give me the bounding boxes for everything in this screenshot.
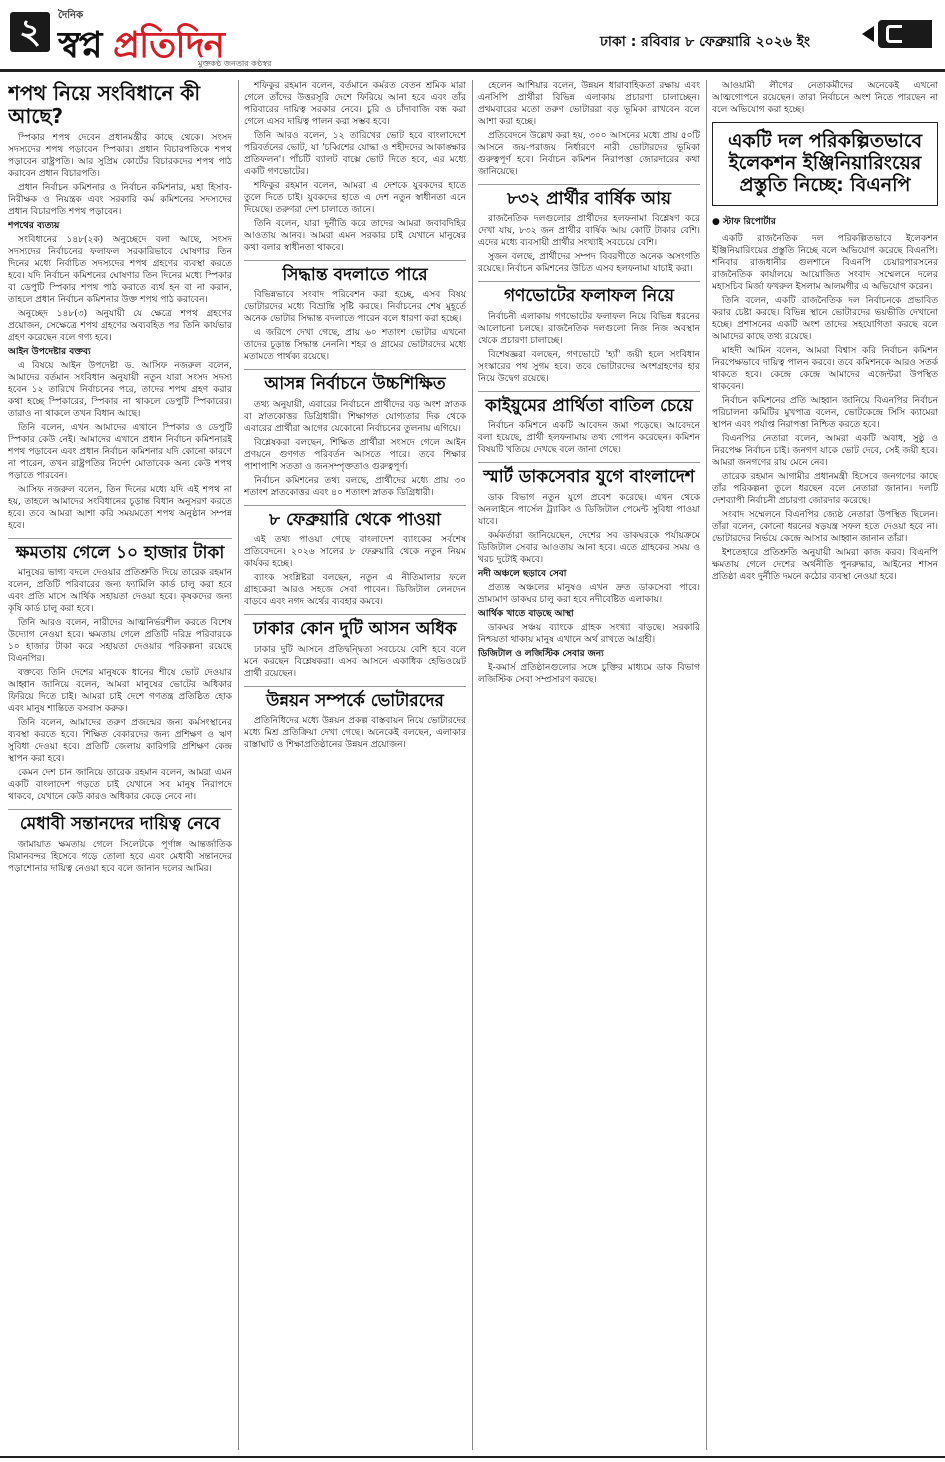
- paragraph: এ বিষয়ে আইন উপদেষ্টা ড. আসিফ নজরুল বলেন, আমাদের বর্তমান সংবিধান অনুযায়ী নতুন যারা সংসদ সদস্য হবেন ১২ তারিখে নির্বাচনের পরে, তাদের শপথ গ্রহণ করার কথা হচ্ছে স্পিকারের, স্পিকার না থাকলে ডেপুটি স্পিকারের। তারাও না থাকলে তখন বিধান আছে।: [8, 361, 232, 419]
- paragraph: বক্তব্যে তিনি দেশের মানুষকে ধানের শীষে ভোট দেওয়ার আহ্বান জানিয়ে বলেন, আমরা মানুষের ভোটের অধিকার ফিরিয়ে দিতে চাই। আমরা চাই দেশে গণতন্ত্র প্রতিষ্ঠিত হোক এবং মানুষ শান্তিতে বসবাস করুক।: [8, 668, 232, 715]
- paragraph: নির্বাচন কমিশনের প্রতি আহ্বান জানিয়ে বিএনপির নির্বাচন পরিচালনা কমিটির মুখপাত্র বলেন, ভোটকেন্দ্রে সিসি ক্যামেরা স্থাপন এবং পর্যাপ্ত নিরাপত্তা নিশ্চিত করতে হবে।: [712, 395, 938, 430]
- paragraph: হেলেন আশিয়ার বলেন, উন্নয়ন ধারাবাহিকতা রক্ষায় এবং এনসিপি প্রার্থীরা বিভিন্ন এলাকায় প্রচারণা চালাচ্ছেন। প্রথমবারের মতো তরুণ ভোটাররা বড় ভূমিকা রাখবেন বলে আশা করা হচ্ছে।: [478, 81, 700, 127]
- headline-832-candidates: ৮৩২ প্রার্থীর বার্ষিক আয়: [478, 184, 700, 209]
- paragraph: স্পিকার শপথ দেবেন প্রধানমন্ত্রীর কাছে থেকে। সংসদ সদস্যদের শপথ পড়াবেন স্পিকার। প্রধান বিচারপতিকে শপথ পড়াবেন রাষ্ট্রপতি। আর সুপ্রিম কোর্টের বিচারকদের শপথ পাঠ করাবেন প্রধান বিচারপতি।: [8, 133, 232, 179]
- logo-prefix: দৈনিক: [58, 10, 84, 21]
- paragraph: শফিকুর রহমান বলেন, বর্তমানে কর্মরত বেতন শ্রমিক মারা গেলে তাঁদের উত্তরসূরি দেশে ফিরিয়ে আনা হবে এবং তাঁর পরিবারের দায়িত্ব সরকার নেবে। চুরি ও চাঁদাবাজি বন্ধ করা গেলে এসব দায়িত্ব পালন করা সম্ভব হবে।: [244, 81, 466, 127]
- paragraph: এই তথ্য পাওয়া গেছে বাংলাদেশ ব্যাংকের সর্বশেষ প্রতিবেদনে। ২০২৬ সালের ৮ ফেব্রুয়ারি থেকে নতুন নিয়ম কার্যকর হচ্ছে।: [244, 535, 466, 570]
- paragraph: আওয়ামী লীগের নেতাকর্মীদের অনেকেই এখনো আত্মগোপনে রয়েছেন। তারা নির্বাচনে অংশ নিতে পারছেন না বলে অভিযোগ করা হচ্ছে।: [712, 81, 938, 115]
- paragraph: বিভিন্নভাবে সংবাদ পরিবেশন করা হচ্ছে, এসব বিষয় ভোটারদের মধ্যে বিভ্রান্তি সৃষ্টি করছে। নির্বাচনের শেষ মুহূর্তে অনেক ভোটার সিদ্ধান্ত বদলাতে পারেন বলে ধারণা করা হচ্ছে।: [244, 290, 466, 325]
- logo-part-1: স্বপ্ন: [58, 24, 114, 66]
- logo-tagline: মুক্তকণ্ঠ জনতার কণ্ঠস্বর: [198, 59, 272, 68]
- subhead: আইন উপদেষ্টার বক্তব্য: [8, 347, 91, 357]
- paragraph: তারেক রহমান আগামীর প্রধানমন্ত্রী হিসেবে জনগণের কাছে তাঁর পরিকল্পনা তুলে ধরছেন বলে নেতারা জানান। দলটি দেশব্যাপী নির্বাচনী প্রচারণা জোরদার করেছে।: [712, 471, 938, 506]
- paragraph: একটি রাজনৈতিক দল পরিকল্পিতভাবে ইলেকশন ইঞ্জিনিয়ারিংয়ের প্রস্তুতি নিচ্ছে বলে অভিযোগ করেছে বিএনপি। শনিবার রাজধানীর গুলশানে বিএনপি চেয়ারপারসনের রাজনৈতিক কার্যালয়ে আয়োজিত সংবাদ সম্মেলনে দলের মহাসচিব মির্জা ফখরুল ইসলাম আলমগীর এ অভিযোগ করেন।: [712, 233, 938, 292]
- logo-part-2: প্রতিদিন: [113, 24, 225, 66]
- paragraph: বিশেষজ্ঞরা বলছেন, গণভোটে 'হ্যাঁ' জয়ী হলে সংবিধান সংস্কারের পথ সুগম হবে। তবে ভোটারদের অংশগ্রহণের হার নিয়ে উদ্বেগ রয়েছে।: [478, 349, 700, 384]
- paragraph: সংবাদ সম্মেলনে বিএনপির জ্যেষ্ঠ নেতারা উপস্থিত ছিলেন। তাঁরা বলেন, কোনো ধরনের ষড়যন্ত্র সফল হতে দেওয়া হবে না। ভোটারদের নির্ভয়ে কেন্দ্রে আসার আহ্বান জানান তাঁরা।: [712, 509, 938, 544]
- boxed-headline: [712, 122, 938, 206]
- footer-rule: [0, 1456, 945, 1458]
- paragraph: সুজন বলছে, প্রার্থীদের সম্পদ বিবরণীতে অনেক অসংগতি রয়েছে। নির্বাচন কমিশনের উচিত এসব হলফনামা যাচাই করা।: [478, 252, 700, 275]
- paragraph: প্রত্যন্ত অঞ্চলের মানুষও এখন দ্রুত ডাকসেবা পাবে। ভ্রাম্যমাণ ডাকঘর চালু করা হবে নদীবেষ্টিত এলাকায়।: [478, 582, 700, 605]
- paragraph: ই-কমার্স প্রতিষ্ঠানগুলোর সঙ্গে চুক্তির মাধ্যমে ডাক বিভাগ লজিস্টিক সেবা সম্প্রসারণ করছে।: [478, 662, 700, 685]
- headline-dhaka-seats: ঢাকার কোন দুটি আসন অধিক: [244, 614, 466, 639]
- paragraph: বিএনপির নেতারা বলেন, আমরা একটি অবাধ, সুষ্ঠু ও নিরপেক্ষ নির্বাচন চাই। জনগণ যাকে ভোট দেবে, সেই জয়ী হবে। আমরা জনগণের রায় মেনে নেব।: [712, 433, 938, 468]
- column-1: [8, 80, 232, 1450]
- paragraph: মানুষের ভাগ্য বদলে দেওয়ার প্রতিশ্রুতি দিয়ে তারেক রহমান বলেন, প্রতিটি পরিবারের জন্য ফ্যামিলি কার্ড চালু করা হবে এবং প্রতি মাসে আর্থিক সহায়তা দেওয়া হবে। কৃষকদের জন্য কৃষি কার্ড চালু করা হবে।: [8, 568, 232, 615]
- paragraph: ডাক বিভাগ নতুন যুগে প্রবেশ করেছে। এখন থেকে অনলাইনে পার্সেল ট্র্যাকিং ও ডিজিটাল পেমেন্ট সুবিধা পাওয়া যাবে।: [478, 492, 700, 527]
- headline-oath: শপথ নিয়ে সংবিধানে কী আছে?: [8, 81, 201, 128]
- paragraph: আসিফ নজরুল বলেন, তিন দিনের মধ্যে যদি এই শপথ না হয়, তাহলে আমাদের সংবিধানের চূড়ান্ত বিধান অনুসরণ করতে হবে। তবে আমরা আশা করি সময়মতো শপথ অনুষ্ঠান সম্পন্ন হবে।: [8, 485, 232, 531]
- paragraph: প্রতিবেদনে উল্লেখ করা হয়, ৩০০ আসনের মধ্যে প্রায় ৫০টি আসনে জয়-পরাজয় নির্ধারণে নারী ভোটারদের ভূমিকা গুরুত্বপূর্ণ হবে। নির্বাচন কমিশন নিরাপত্তা জোরদারের কথা জানিয়েছে।: [478, 131, 700, 177]
- paragraph: তিনি বলেন, এখন আমাদের এখানে স্পিকার ও ডেপুটি স্পিকার কেউ নেই। আমাদের এখানে প্রধান নির্বাচন কমিশনারই শপথ পড়াবেন এবং প্রধান নির্বাচন কমিশনার যদি কোনো কারণে না পারেন, তখন রাষ্ট্রপতির নির্দেশ মোতাবেক অন্য কেউ শপথ পড়াতে পারবেন।: [8, 423, 232, 481]
- headline-10k-taka: ক্ষমতায় গেলে ১০ হাজার টাকা: [8, 538, 232, 563]
- headline-kaiyum: কাইয়ুমের প্রার্থিতা বাতিল চেয়ে: [478, 391, 700, 416]
- paragraph: বিশ্লেষকরা বলছেন, শিক্ষিত প্রার্থীরা সংসদে গেলে আইন প্রণয়নে গুণগত পরিবর্তন আসতে পারে। তবে শিক্ষার পাশাপাশি সততা ও জনসম্পৃক্ততাও গুরুত্বপূর্ণ।: [244, 437, 466, 472]
- masthead: [0, 0, 945, 72]
- paragraph: ব্যাংক সংশ্লিষ্টরা বলছেন, নতুন এ নীতিমালার ফলে গ্রাহকেরা আরও সহজে সেবা পাবেন। ডিজিটাল লেনদেন বাড়বে এবং নগদ অর্থের ব্যবহার কমবে।: [244, 573, 466, 608]
- paragraph: অনুচ্ছেদ ১৪৮(৩) অনুযায়ী যে ক্ষেত্রে শপথ গ্রহণের প্রয়োজন, সেক্ষেত্রে শপথ গ্রহণের অব্যবহিত পর তিনি কার্যভার গ্রহণ করেছেন বলে গণ্য হবে।: [8, 309, 232, 343]
- headline-decision-change: সিদ্ধান্ত বদলাতে পারে: [244, 260, 466, 285]
- paragraph: তথ্য অনুযায়ী, এবারের নির্বাচনে প্রার্থীদের বড় অংশ স্নাতক বা স্নাতকোত্তর ডিগ্রিধারী। শিক্ষাগত যোগ্যতার দিক থেকে এবারের প্রার্থীরা আগের যেকোনো নির্বাচনের তুলনায় এগিয়ে।: [244, 399, 466, 434]
- subhead: ডিজিটাল ও লজিস্টিক সেবার জন্য: [478, 648, 604, 659]
- paragraph: তিনি বলেন, যারা দুর্নীতি করে তাদের আমরা জবাবদিহির আওতায় আনব। আমরা এমন সরকার চাই যেখানে মানুষের কথা বলার স্বাধীনতা থাকবে।: [244, 219, 466, 253]
- paragraph: নির্বাচনী এলাকায় গণভোটের ফলাফল নিয়ে বিভিন্ন ধরনের আলোচনা চলছে। রাজনৈতিক দলগুলো নিজ নিজ অবস্থান থেকে প্রচারণা চালাচ্ছে।: [478, 311, 700, 346]
- headline-referendum: গণভোটের ফলাফল নিয়ে: [478, 281, 700, 306]
- page-arrow-icon: [862, 20, 932, 48]
- paragraph: জামায়াত ক্ষমতায় গেলে সিলেটকে পূর্ণাঙ্গ আন্তর্জাতিক বিমানবন্দর হিসেবে গড়ে তোলা হবে এবং মেধাবী সন্তানদের পড়াশোনার দায়িত্ব নেওয়া হবে বলে জানান দলের আমির।: [8, 839, 232, 874]
- paragraph: ঢাকার দুটি আসনে প্রতিদ্বন্দ্বিতা সবচেয়ে বেশি হবে বলে মনে করছেন বিশ্লেষকরা। এসব আসনে একাধিক হেভিওয়েট প্রার্থী রয়েছেন।: [244, 644, 466, 679]
- column-divider: [706, 80, 707, 1450]
- page-number: ২: [10, 12, 50, 52]
- column-divider: [472, 80, 473, 1450]
- byline: ● স্টাফ রিপোর্টার: [712, 216, 776, 227]
- paragraph: এ জরিপে দেখা গেছে, প্রায় ৬০ শতাংশ ভোটার এখনো তাদের চূড়ান্ত সিদ্ধান্ত নেননি। শহর ও গ্রামের ভোটারদের মধ্যে মতামতে পার্থক্য রয়েছে।: [244, 328, 466, 363]
- paragraph: প্রতিনিধিদের মধ্যে উন্নয়ন প্রকল্প বাস্তবায়ন নিয়ে ভোটারদের মধ্যে মিশ্র প্রতিক্রিয়া দেখা গেছে। অনেকেই বলছেন, এলাকার রাস্তাঘাট ও শিক্ষাপ্রতিষ্ঠানের উন্নয়ন প্রয়োজন।: [244, 715, 466, 750]
- headline-election-engineering: একটি দল পরিকল্পিতভাবে ইলেকশন ইঞ্জিনিয়ারিংয়ের প্রস্তুতি নিচ্ছে: বিএনপি: [727, 130, 923, 196]
- paragraph: শফিকুর রহমান বলেন, আমরা এ দেশকে যুবকদের হাতে তুলে দিতে চাই। যুবকদের হাতে এ দেশ নতুন স্বাধীনতা এনে দিয়েছে। তরুণরা দেশ চালাতে জানে।: [244, 181, 466, 215]
- column-3: [478, 80, 700, 1450]
- headline-talented-children: মেধাবী সন্তানদের দায়িত্ব নেবে: [8, 809, 232, 834]
- paragraph: সংবিধানের ১৪৮(২ক) অনুচ্ছেদে বলা আছে, সংসদ সদস্যদের নির্বাচনের ফলাফল সরকারিভাবে ঘোষণার তিন দিনের মধ্যে নির্বাচিত সদস্যদের শপথ গ্রহণের ব্যবস্থা করতে হবে। যদি নির্বাচন কমিশনের ঘোষণার তিন দিনের মধ্যে স্পিকার বা ডেপুটি স্পিকার শপথ পাঠ করাতে ব্যর্থ হন বা না করান, তাহলে প্রধান নির্বাচন কমিশনার উক্ত শপথ পাঠ করাবেন।: [8, 235, 232, 305]
- subhead: নদী অঞ্চলে ছড়াবে সেবা: [478, 568, 567, 579]
- paragraph: ইশতেহারে প্রতিশ্রুতি অনুযায়ী আমরা কাজ করব। বিএনপি ক্ষমতায় গেলে দেশের অর্থনীতি পুনরুদ্ধার, আইনের শাসন প্রতিষ্ঠা এবং দুর্নীতি দমনে কঠোর ব্যবস্থা নেওয়া হবে।: [712, 547, 938, 582]
- paragraph: প্রধান নির্বাচন কমিশনার ও নির্বাচন কমিশনার, মহা হিসাব-নিরীক্ষক ও নিয়ন্ত্রক এবং সরকারি কর্ম কমিশনের সদস্যদের প্রধান বিচারপতি শপথ পড়াবেন।: [8, 183, 232, 217]
- column-2: [244, 80, 466, 1450]
- paragraph: কর্মকর্তারা জানিয়েছেন, দেশের সব ডাকঘরকে পর্যায়ক্রমে ডিজিটাল সেবার আওতায় আনা হবে। এতে গ্রাহকের সময় ও খরচ দুটোই কমবে।: [478, 530, 700, 565]
- headline-from-feb-8: ৮ ফেব্রুয়ারি থেকে পাওয়া: [244, 505, 466, 530]
- subhead: আর্থিক খাতে বাড়ছে আস্থা: [478, 608, 574, 619]
- paragraph: তিনি আরও বলেন, ১২ তারিখের ভোট হবে বাংলাদেশে পরিবর্তনের ভোট, যা 'চব্বিশের যোদ্ধা ও শহীদদের আকাঙ্ক্ষার প্রতিফলন'। পাঁচটি ব্যালট বাক্সে ভোট দিতে হবে, এর মধ্যে একটি গণভোটের।: [244, 131, 466, 177]
- headline-smart-postal: স্মার্ট ডাকসেবার যুগে বাংলাদেশ: [478, 462, 700, 487]
- paragraph: তিনি বলেন, একটি রাজনৈতিক দল নির্বাচনকে প্রভাবিত করার চেষ্টা করছে। বিভিন্ন স্থানে ভোটারদের ভয়ভীতি দেখানো হচ্ছে। প্রশাসনের একটি অংশ তাদের সহযোগিতা করছে বলে আমাদের কাছে তথ্য রয়েছে।: [712, 295, 938, 342]
- paragraph: তিনি বলেন, আমাদের তরুণ প্রজন্মের জন্য কর্মসংস্থানের ব্যবস্থা করতে হবে। শিক্ষিত বেকারদের জন্য প্রশিক্ষণ ও ঋণ সুবিধা দেওয়া হবে। প্রতিটি জেলায় কারিগরি প্রশিক্ষণ কেন্দ্র স্থাপন করা হবে।: [8, 718, 232, 765]
- column-divider: [238, 80, 239, 1450]
- column-4: [712, 80, 938, 1450]
- paragraph: নির্বাচন কমিশনে একটি আবেদন জমা পড়েছে। আবেদনে বলা হয়েছে, প্রার্থী হলফনামায় তথ্য গোপন করেছেন। কমিশন বিষয়টি খতিয়ে দেখছে বলে জানা গেছে।: [478, 421, 700, 456]
- paragraph: মাহদী আমিন বলেন, আমরা বিশ্বাস করি নির্বাচন কমিশন নিরপেক্ষভাবে দায়িত্ব পালন করবে। তবে কমিশনকে আরও সতর্ক থাকতে হবে। কেন্দ্রে কেন্দ্রে আমাদের এজেন্টরা উপস্থিত থাকবেন।: [712, 345, 938, 392]
- dateline: ঢাকা : রবিবার ৮ ফেব্রুয়ারি ২০২৬ ইং: [600, 34, 811, 50]
- headline-development: উন্নয়ন সম্পর্কে ভোটারদের: [244, 686, 466, 711]
- paragraph: রাজনৈতিক দলগুলোর প্রার্থীদের হলফনামা বিশ্লেষণ করে দেখা যায়, ৮৩২ জন প্রার্থীর বার্ষিক আয় কোটি টাকার বেশি। এদের মধ্যে ব্যবসায়ী প্রার্থীর সংখ্যাই সবচেয়ে বেশি।: [478, 214, 700, 249]
- paragraph: নির্বাচন কমিশনের তথ্য বলছে, প্রার্থীদের মধ্যে প্রায় ৩০ শতাংশ স্নাতকোত্তর এবং ৪০ শতাংশ স্নাতক ডিগ্রিধারী।: [244, 475, 466, 498]
- headline-highly-educated: আসন্ন নির্বাচনে উচ্চশিক্ষিত: [244, 369, 466, 394]
- paragraph: তিনি আরও বলেন, নারীদের আত্মনির্ভরশীল করতে বিশেষ উদ্যোগ নেওয়া হবে। ক্ষমতায় গেলে প্রতিটি দরিদ্র পরিবারকে ১০ হাজার টাকা করে সহায়তা দেওয়ার পরিকল্পনা রয়েছে বিএনপির।: [8, 618, 232, 665]
- paragraph: ডাকঘর সঞ্চয় ব্যাংকে গ্রাহক সংখ্যা বাড়ছে। সরকারি নিশ্চয়তা থাকায় মানুষ এখানে অর্থ রাখতে আগ্রহী।: [478, 622, 700, 645]
- subhead: শপথের ব্যত্যয়: [8, 221, 60, 231]
- paragraph: কেমন দেশ চান জানিয়ে তারেক রহমান বলেন, আমরা এমন একটি বাংলাদেশ গড়তে চাই যেখানে সব মানুষ নিরাপদে থাকবে, যেখানে কেউ কারও অধিকার কেড়ে নেবে না।: [8, 768, 232, 803]
